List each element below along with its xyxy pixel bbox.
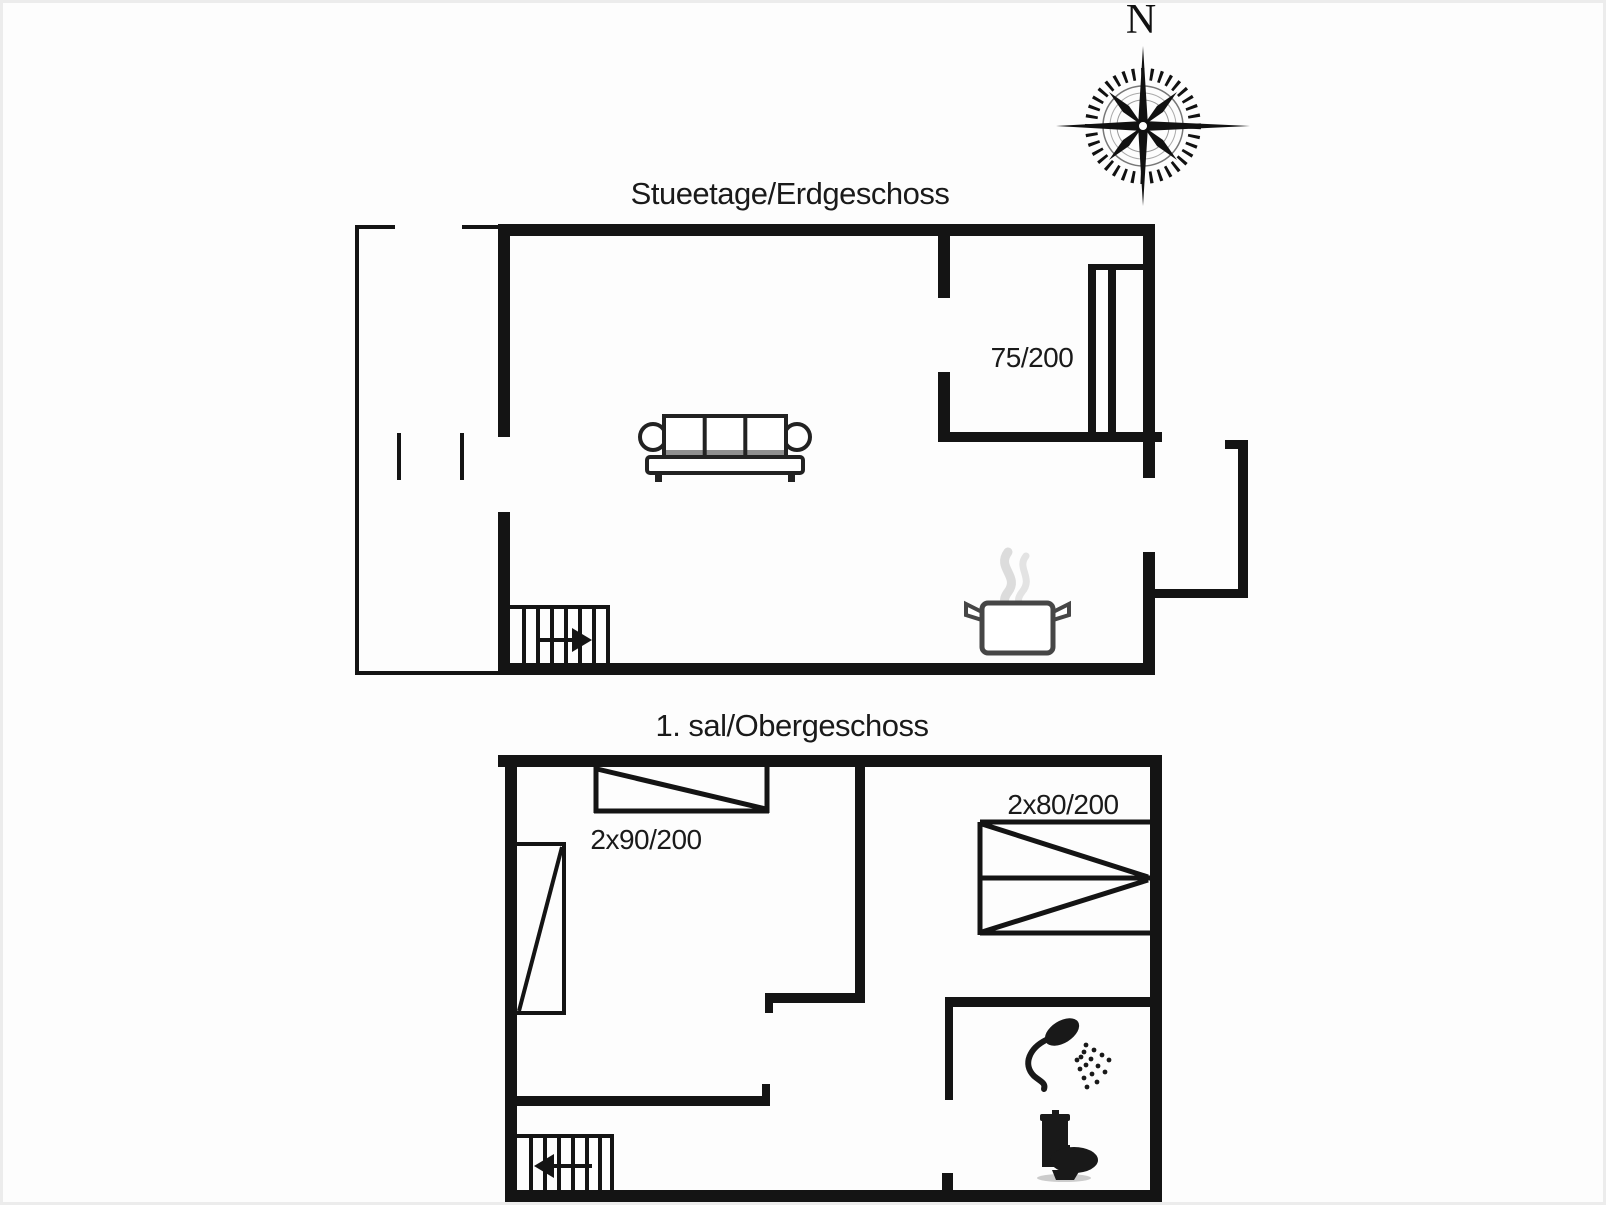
compass-rose-icon	[1020, 0, 1260, 215]
ground-floor-walls	[498, 224, 1248, 675]
shower-spray-dots	[1075, 1043, 1112, 1090]
bunk-bed-symbol	[980, 822, 1150, 935]
bed-size-label-2x90-200: 2x90/200	[590, 824, 702, 855]
bed-size-label-75-200: 75/200	[990, 342, 1074, 373]
ground-floor-title: Stueetage/Erdgeschoss	[630, 176, 950, 211]
compass-north-label: N	[1125, 0, 1157, 43]
sofa-icon	[640, 416, 810, 482]
double-bed-symbol	[594, 767, 769, 813]
first-floor-title: 1. sal/Obergeschoss	[655, 708, 929, 743]
cooking-pot-icon	[966, 552, 1069, 653]
single-bed-symbol	[1088, 264, 1143, 432]
toilet-icon	[1037, 1110, 1098, 1182]
bed-size-label-2x80-200: 2x80/200	[1007, 789, 1119, 820]
shower-icon	[1028, 1013, 1111, 1090]
knee-wall-symbol	[517, 842, 566, 1015]
stairs-down-arrow-icon	[517, 1136, 614, 1190]
ground-floor-plan	[350, 215, 1260, 685]
terrace-outline	[355, 225, 498, 675]
